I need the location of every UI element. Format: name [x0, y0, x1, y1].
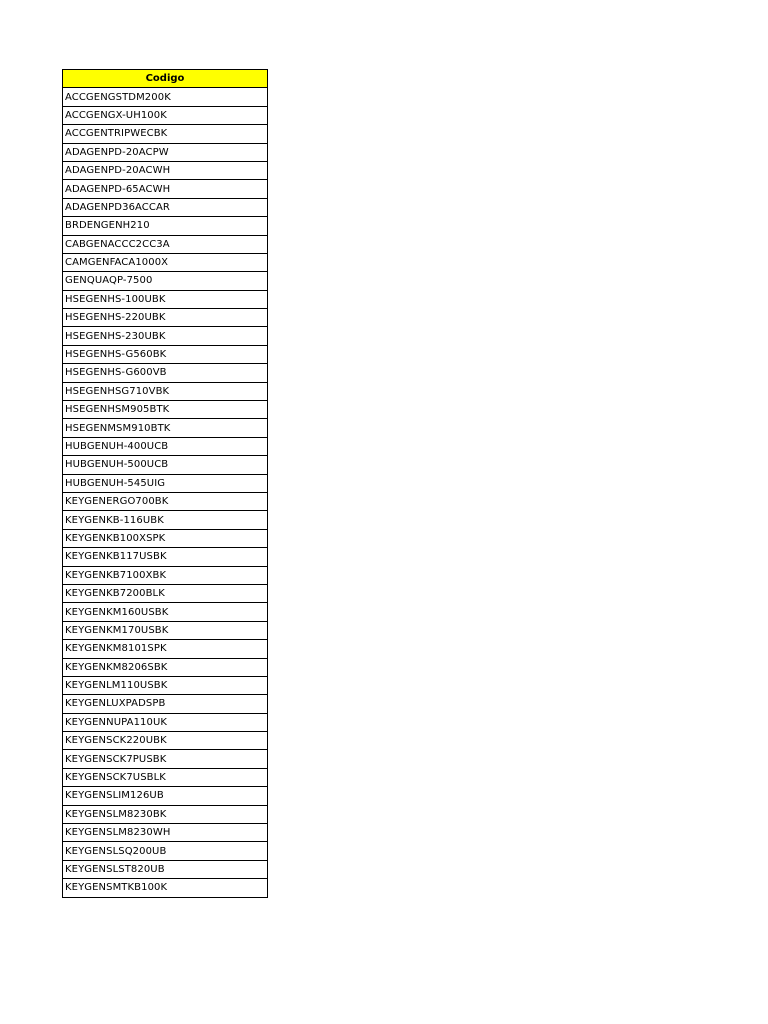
codigo-cell[interactable]: ACCGENGX-UH100K [63, 106, 268, 124]
codigo-cell[interactable]: KEYGENKB7200BLK [63, 584, 268, 602]
codigo-cell[interactable]: HSEGENHS-100UBK [63, 290, 268, 308]
table-body [63, 88, 268, 897]
codigo-cell[interactable]: KEYGENSLSQ200UB [63, 842, 268, 860]
table-row [63, 805, 268, 823]
table-row [63, 290, 268, 308]
codigo-cell[interactable]: KEYGENKM170USBK [63, 621, 268, 639]
table-row [63, 474, 268, 492]
table-row [63, 566, 268, 584]
codigo-cell[interactable]: HSEGENMSM910BTK [63, 419, 268, 437]
table-row [63, 382, 268, 400]
table-row [63, 272, 268, 290]
codigo-cell[interactable]: KEYGENKM160USBK [63, 603, 268, 621]
codigo-cell[interactable]: ADAGENPD-20ACPW [63, 143, 268, 161]
table-row [63, 879, 268, 897]
codigo-cell[interactable]: KEYGENSCK220UBK [63, 732, 268, 750]
codigo-cell[interactable]: HUBGENUH-500UCB [63, 456, 268, 474]
codigo-cell[interactable]: HSEGENHS-230UBK [63, 327, 268, 345]
table-row [63, 364, 268, 382]
table-row [63, 603, 268, 621]
table-row [63, 217, 268, 235]
codigo-cell[interactable]: KEYGENKB-116UBK [63, 511, 268, 529]
codigo-cell[interactable]: KEYGENKM8101SPK [63, 640, 268, 658]
table-row [63, 529, 268, 547]
codigo-cell[interactable]: CABGENACCC2CC3A [63, 235, 268, 253]
table-row [63, 309, 268, 327]
table-row [63, 787, 268, 805]
table-row [63, 713, 268, 731]
header-row [63, 70, 268, 88]
table-row [63, 548, 268, 566]
table-row [63, 456, 268, 474]
column-header-codigo[interactable]: Codigo [63, 70, 268, 88]
codigo-cell[interactable]: ADAGENPD36ACCAR [63, 198, 268, 216]
table-row [63, 492, 268, 510]
table-row [63, 695, 268, 713]
codigo-cell[interactable]: KEYGENKM8206SBK [63, 658, 268, 676]
codigo-cell[interactable]: HSEGENHSM905BTK [63, 401, 268, 419]
codigo-cell[interactable]: KEYGENSCK7PUSBK [63, 750, 268, 768]
codigo-cell[interactable]: CAMGENFACA1000X [63, 253, 268, 271]
table-row [63, 125, 268, 143]
codigo-cell[interactable]: KEYGENLM110USBK [63, 676, 268, 694]
codigo-cell[interactable]: GENQUAQP-7500 [63, 272, 268, 290]
codigo-cell[interactable]: KEYGENSMTKB100K [63, 879, 268, 897]
table-row [63, 511, 268, 529]
table-row [63, 658, 268, 676]
codigo-cell[interactable]: KEYGENSLIM126UB [63, 787, 268, 805]
table-row [63, 860, 268, 878]
table-row [63, 842, 268, 860]
table-row [63, 676, 268, 694]
table-row [63, 253, 268, 271]
codigo-cell[interactable]: KEYGENERGO700BK [63, 492, 268, 510]
codigo-cell[interactable]: BRDENGENH210 [63, 217, 268, 235]
table-row [63, 824, 268, 842]
table-row [63, 621, 268, 639]
codigo-cell[interactable]: HSEGENHS-220UBK [63, 309, 268, 327]
codigo-cell[interactable]: ACCGENTRIPWECBK [63, 125, 268, 143]
table-row [63, 198, 268, 216]
codigo-cell[interactable]: KEYGENSLM8230BK [63, 805, 268, 823]
table-row [63, 143, 268, 161]
codigo-cell[interactable]: HUBGENUH-545UIG [63, 474, 268, 492]
codigo-cell[interactable]: KEYGENKB100XSPK [63, 529, 268, 547]
table-row [63, 106, 268, 124]
table-row [63, 584, 268, 602]
table-row [63, 437, 268, 455]
codigo-cell[interactable]: HSEGENHS-G560BK [63, 345, 268, 363]
table-row [63, 640, 268, 658]
codigo-cell[interactable]: ACCGENGSTDM200K [63, 88, 268, 106]
table-row [63, 419, 268, 437]
codigo-cell[interactable]: ADAGENPD-20ACWH [63, 161, 268, 179]
codigo-cell[interactable]: ADAGENPD-65ACWH [63, 180, 268, 198]
table-row [63, 768, 268, 786]
table-row [63, 750, 268, 768]
table-row [63, 327, 268, 345]
codigo-cell[interactable]: KEYGENSLM8230WH [63, 824, 268, 842]
table-row [63, 345, 268, 363]
codigo-cell[interactable]: HUBGENUH-400UCB [63, 437, 268, 455]
table-row [63, 161, 268, 179]
codigo-cell[interactable]: KEYGENSCK7USBLK [63, 768, 268, 786]
codigo-cell[interactable]: KEYGENKB7100XBK [63, 566, 268, 584]
codigo-table [62, 69, 268, 898]
codigo-cell[interactable]: KEYGENSLST820UB [63, 860, 268, 878]
codigo-cell[interactable]: KEYGENNUPA110UK [63, 713, 268, 731]
codigo-cell[interactable]: KEYGENKB117USBK [63, 548, 268, 566]
codigo-cell[interactable]: HSEGENHS-G600VB [63, 364, 268, 382]
table-row [63, 732, 268, 750]
table-row [63, 88, 268, 106]
table-row [63, 401, 268, 419]
codigo-cell[interactable]: KEYGENLUXPADSPB [63, 695, 268, 713]
table-row [63, 235, 268, 253]
table-row [63, 180, 268, 198]
codigo-cell[interactable]: HSEGENHSG710VBK [63, 382, 268, 400]
